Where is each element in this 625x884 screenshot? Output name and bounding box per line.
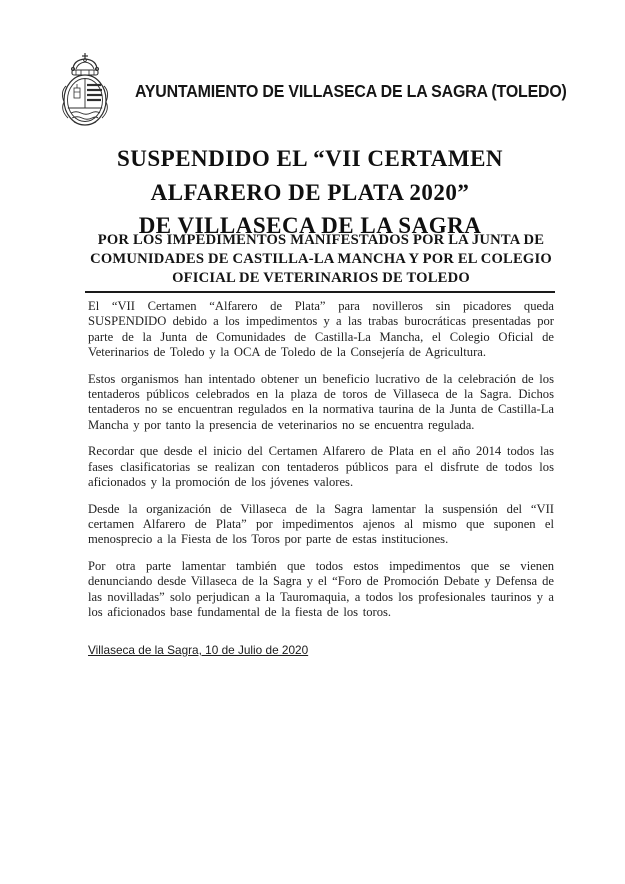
document-subtitle (80, 231, 562, 289)
document-body (88, 299, 554, 632)
body-paragraph-1: El “VII Certamen “Alfarero de Plata” para novilleros sin picadores queda SUSPENDIDO debido a los impedimentos y a las trabas burocráticas presentadas por parte de la Junta de Comunidades de Castilla-La Mancha, el Colegio Oficial de Veterinarios de Toledo y la OCA de Toledo de la Consejería de Agricultura. (88, 299, 554, 359)
title-line-1: SUSPENDIDO EL “VII CERTAMEN (116, 146, 504, 171)
body-paragraph-2: Estos organismos han intentado obtener un beneficio lucrativo de la celebración de los tentaderos públicos celebrados en la plaza de toros de Villaseca de la Sagra. Dichos tentaderos no se encuentran regulados en la normativa taurina de la Junta de Castilla-La Mancha y por tanto la presencia de veterinarios no se encuentra regulada. (88, 371, 554, 432)
body-paragraph-3: Recordar que desde el inicio del Certamen Alfarero de Plata en el año 2014 todos las fases clasificatorias se realizan con tentaderos públicos para el disfrute de todos los aficionados y la promoción de los jóvenes valores. (88, 444, 554, 489)
subtitle-line-1: POR LOS IMPEDIMENTOS MANIFESTADOS POR LA JUNTA DE (97, 232, 545, 248)
document-title (55, 142, 565, 243)
coat-of-arms-logo (56, 52, 114, 128)
coat-of-arms-icon (56, 52, 114, 128)
org-name: AYUNTAMIENTO DE VILLASECA DE LA SAGRA (TOLEDO) (135, 81, 567, 101)
title-line-2: ALFARERO DE PLATA 2020” (150, 179, 470, 205)
title-divider (85, 291, 555, 293)
body-paragraph-4: Desde la organización de Villaseca de la Sagra lamentar la suspensión del “VII certamen Alfarero de Plata” por impedimentos ajenos al mismo que suponen el menosprecio a la Fiesta de los Toros por parte de estas instituciones. (88, 501, 554, 547)
body-paragraph-5: Por otra parte lamentar también que todos estos impedimentos que se vienen denunciando desde Villaseca de la Sagra y el “Foro de Promoción Debate y Defensa de las novilladas” solo perjudican a la Tauromaquia, a todos los profesionales taurinos y a los aficionados base fundamental de la fiesta de los toros. (88, 559, 554, 620)
date-line: Villaseca de la Sagra, 10 de Julio de 2020 (88, 643, 309, 657)
subtitle-line-2: COMUNIDADES DE CASTILLA-LA MANCHA Y POR EL COLEGIO (90, 251, 552, 268)
subtitle-line-3: OFICIAL DE VETERINARIOS DE TOLEDO (172, 270, 470, 287)
title-line-3: DE VILLASECA DE LA SAGRA (138, 213, 482, 238)
